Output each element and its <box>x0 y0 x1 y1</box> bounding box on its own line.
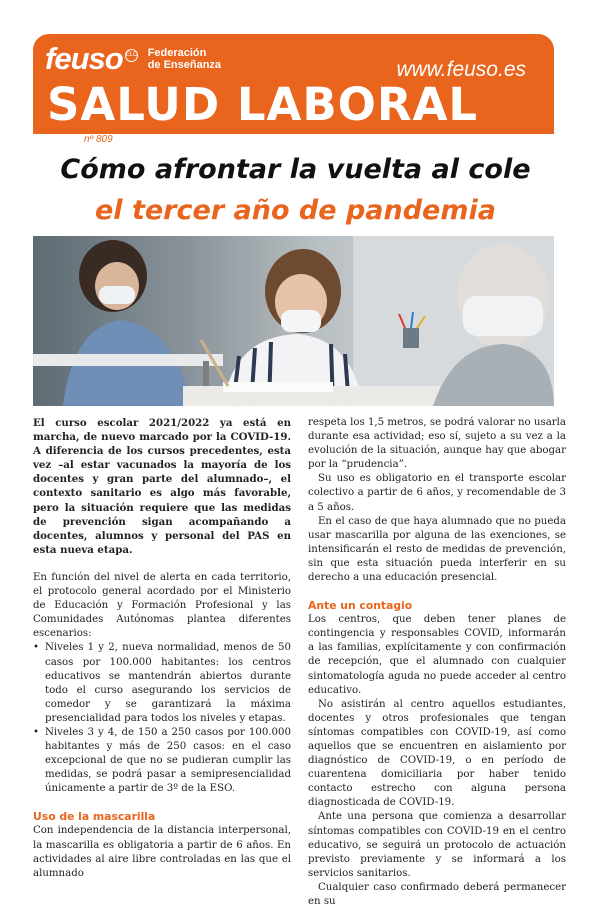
website-link[interactable]: www.feuso.es <box>396 58 526 81</box>
feuso-logo <box>45 42 221 76</box>
organization-name <box>148 47 221 71</box>
classroom-photo <box>33 236 554 406</box>
headline-line-2: el tercer año de pandemia <box>95 195 496 226</box>
subhead-mask-use: Uso de la mascarilla <box>33 810 156 824</box>
paragraph: En el caso de que haya alumnado que no pueda usar mascarilla por alguna de las exenciones, se intensificarán el resto de medidas de prevención, sin que esta situación pueda interferir en su derecho a una educación presencial. <box>308 515 566 584</box>
subhead-contagion: Ante un contagio <box>308 599 413 613</box>
logo-wordmark: feuso <box>45 41 123 76</box>
lead-paragraph: El curso escolar 2021/2022 ya está en marcha, de nuevo marcado por la COVID-19. A diferencia de los cursos precedentes, esta vez –al estar vacunados la mayoría de los docentes y gran parte del alumnado–, el contexto sanitario es algo más favorable, pero la situación requiere que las medidas de prevención sigan acompañando a docentes, alumnos y personal del PAS en esta nueva etapa. <box>33 417 291 556</box>
paragraph: No asistirán al centro aquellos estudiantes, docentes y otros profesionales que tengan síntomas compatibles con COVID-19, así como aquellos que se encuentren en aislamiento por diagnóstico de COVID-19, o en período de cuarentena domiciliaria por haber tenido contacto estrecho con alguna persona diagnosticada de COVID-19. <box>308 698 566 809</box>
org-line-2: de Enseñanza <box>147 59 222 71</box>
paragraph: Cualquier caso confirmado deberá permanecer en su <box>308 881 566 907</box>
logo-seal-icon: ELO <box>125 49 138 62</box>
paragraph: Su uso es obligatorio en el transporte escolar colectivo a partir de 6 años, y recomendable de 3 a 5 años. <box>308 473 566 513</box>
list-item: • Niveles 1 y 2, nueva normalidad, menos de 50 casos por 100.000 habitantes: los centros educativos se mantendrán abiertos durante todo el curso asegurando los servicios de comedor y se garantizará la máxima presencialidad para todos los niveles y etapas. <box>45 641 291 726</box>
paragraph: respeta los 1,5 metros, se podrá valorar no usarla durante esa actividad; eso sí, sujeto a su vez a la evolución de la situación, aunque hay que abogar por la “prudencia”. <box>308 417 566 471</box>
article-left-column <box>33 416 291 881</box>
scenario-list <box>45 641 291 796</box>
list-item: • Niveles 3 y 4, de 150 a 250 casos por 100.000 habitantes y más de 250 casos: en el caso excepcional de que no se pudieran cumplir las medidas, se podrá pasar a semipresencialidad únicamente a partir de 3º de la ESO. <box>45 726 291 796</box>
mask-paragraph: Con independencia de la distancia interpersonal, la mascarilla es obligatoria a partir de 6 años. En actividades al aire libre controladas en las que el alumnado <box>33 825 291 879</box>
intro-paragraph: En función del nivel de alerta en cada territorio, el protocolo general acordado por el Ministerio de Educación y Formación Profesional y las Comunidades Autónomas plantea diferentes escenarios: <box>33 571 291 640</box>
org-line-1: Federación <box>147 47 207 59</box>
paragraph: Los centros, que deben tener planes de contingencia y responsables COVID, informarán a las familias, explícitamente y con confirmación de recepción, que el alumnado con cualquier sintomatología aguda no puede acceder al centro educativo. <box>308 614 566 696</box>
article-right-column <box>308 416 566 909</box>
header-banner <box>33 34 554 134</box>
section-title: SALUD LABORAL <box>47 78 479 131</box>
headline-line-1: Cómo afrontar la vuelta al cole <box>60 154 531 185</box>
issue-number: nº 809 <box>84 134 113 145</box>
paragraph: Ante una persona que comienza a desarrollar síntomas compatibles con COVID-19 en el centro educativo, se seguirá un protocolo de actuación previsto previamente y se informará a los servicios sanitarios. <box>308 811 566 879</box>
